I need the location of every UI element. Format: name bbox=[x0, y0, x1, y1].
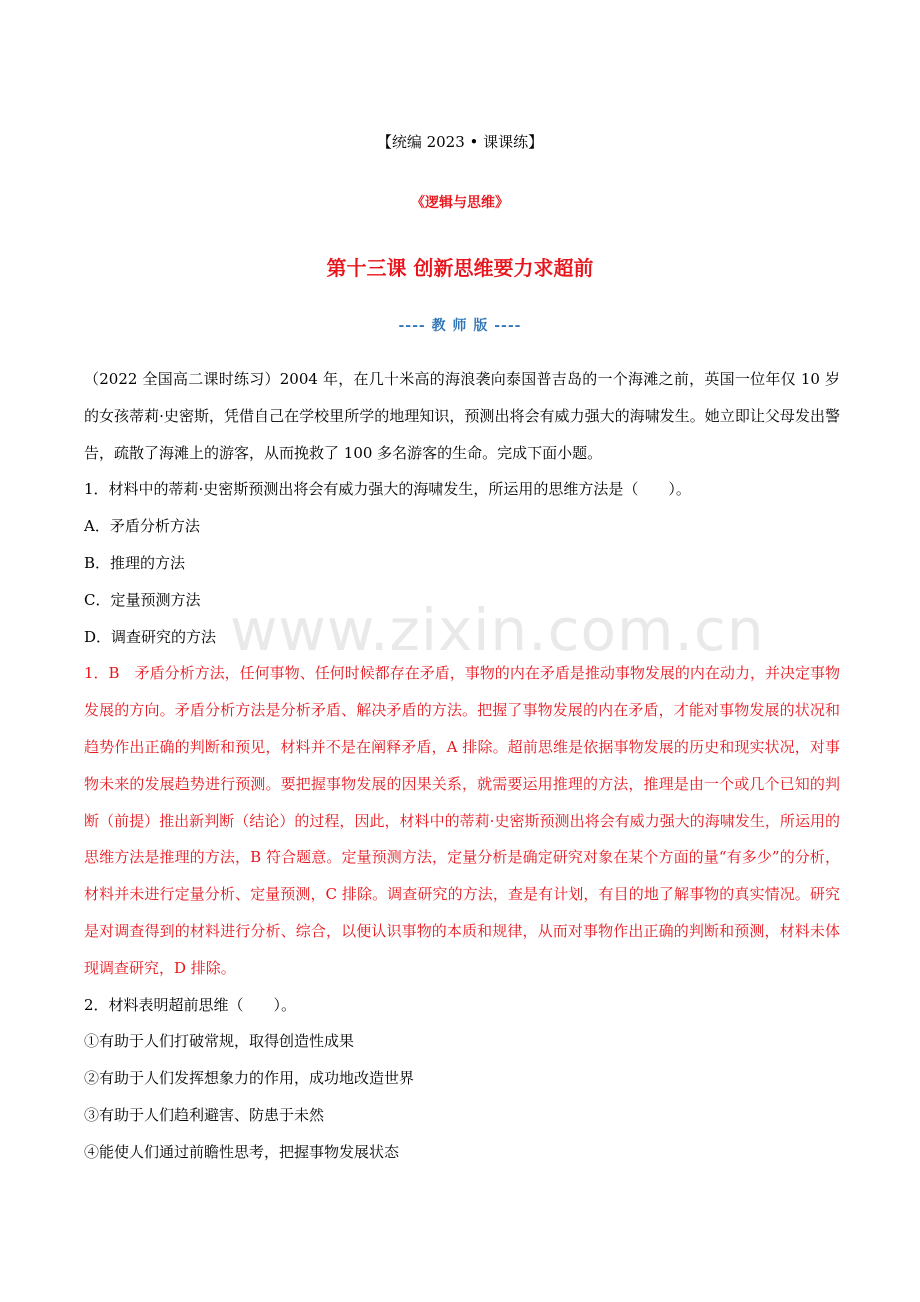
question-2-statement-4: ④能使人们通过前瞻性思考，把握事物发展状态 bbox=[84, 1142, 400, 1161]
question-2-stem: 2．材料表明超前思维（ ）。 bbox=[84, 995, 297, 1014]
question-1-option-d: D．调查研究的方法 bbox=[84, 627, 217, 646]
book-title: 《逻辑与思维》 bbox=[411, 195, 509, 211]
question-1-stem: 1．材料中的蒂莉·史密斯预测出将会有威力强大的海啸发生，所运用的思维方法是（ ）。 bbox=[84, 480, 691, 499]
question-1-option-a: A．矛盾分析方法 bbox=[84, 517, 200, 536]
watermark: www.zixin.com.cn bbox=[230, 596, 765, 664]
edition-label: ---- 教 师 版 ---- bbox=[398, 318, 522, 334]
question-2-statement-2: ②有助于人们发挥想象力的作用，成功地改造世界 bbox=[84, 1069, 415, 1088]
question-2-statement-1: ①有助于人们打破常规，取得创造性成果 bbox=[84, 1032, 355, 1051]
question-1-answer: 1．B 矛盾分析方法，任何事物、任何时候都存在矛盾，事物的内在矛盾是推动事物发展的内在动力，并决定事物发展的方向。矛盾分析方法是分析矛盾、解决矛盾的方法。把握了事物发展的内在矛盾，才能对事物发展的状况和趋势作出正确的判断和预见，材料并不是在阐释矛盾，A 排除。超前思维是依据事物发展的历史和现实状况，对事物未来的发展趋势进行预测。要把握事物发展的因果关系，就需要运用推理的方法，推理是由一个或几个已知的判断（前提）推出新判断（结论）的过程，因此，材料中的蒂莉·史密斯预测出将会有威力强大的海啸发生，所运用的思维方法是推理的方法，B 符合题意。定量预测方法，定量分析是确定研究对象在某个方面的量“有多少”的分析，材料并未进行定量分析、定量预测，C 排除。调查研究的方法，查是有计划，有目的地了解事物的真实情况。研究是对调查得到的材料进行分析、综合，以便认识事物的本质和规律，从而对事物作出正确的判断和预测，材料未体现调查研究，D 排除。 bbox=[84, 664, 840, 977]
document-body bbox=[84, 361, 840, 1171]
material-paragraph: （2022 全国高二课时练习）2004 年，在几十米高的海浪袭向泰国普吉岛的一个海滩之前，英国一位年仅 10 岁的女孩蒂莉·史密斯，凭借自己在学校里所学的地理知识，预测出将会有威力强大的海啸发生。她立即让父母发出警告，疏散了海滩上的游客，从而挽救了 100 多名游客的生命。完成下面小题。 bbox=[84, 370, 840, 462]
question-2-statement-3: ③有助于人们趋利避害、防患于未然 bbox=[84, 1105, 325, 1124]
lesson-title: 第十三课 创新思维要力求超前 bbox=[326, 256, 594, 280]
series-title: 【统编 2023 • 课课练】 bbox=[376, 133, 544, 151]
question-1-option-c: C．定量预测方法 bbox=[84, 590, 201, 609]
question-1-option-b: B．推理的方法 bbox=[84, 553, 186, 572]
